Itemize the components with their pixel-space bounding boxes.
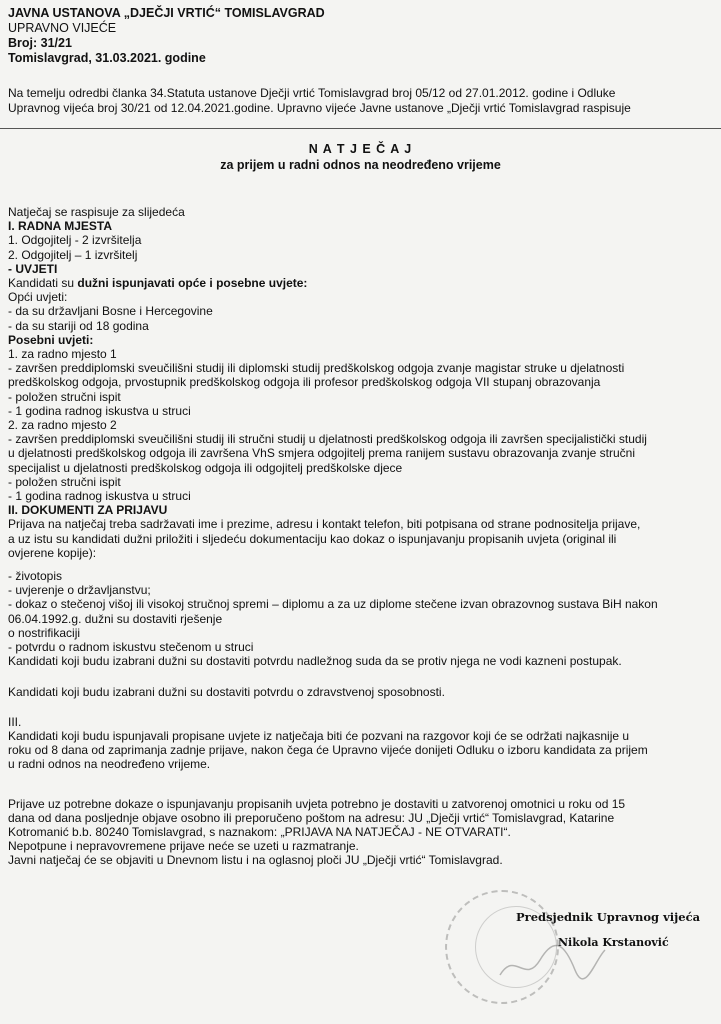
body-line: specijalist u djelatnosti predškolskog odgoja ili odgojitelj predškolske djece (8, 460, 403, 475)
body-line: Prijave uz potrebne dokaze o ispunjavanju propisanih uvjeta potrebno je dostaviti u zatvorenoj omotnici u roku od 15 (8, 796, 626, 811)
intro-paragraph (8, 86, 714, 116)
body-line: Natječaj se raspisuje za slijedeća (8, 205, 185, 219)
place-date: Tomislavgrad, 31.03.2021. godine (8, 51, 206, 65)
body-line (8, 276, 714, 290)
body-line: a uz istu su kandidati dužni priložiti i sljedeću dokumentaciju kao dokaz o ispunjavanju propisanih uvjeta (original ili (8, 531, 617, 546)
body-line: Javni natječaj će se objaviti u Dnevnom listu i na oglasnoj ploči JU „Dječji vrtić“ Tomislavgrad. (8, 853, 503, 868)
body-line: Kandidati koji budu ispunjavali propisane uvjete iz natječaja biti će pozvani na razgovor koji će se održati najkasnije u (8, 728, 630, 743)
body-line: - završen preddiplomski sveučilišni studij ili stručni studij u djelatnosti predškolskog odgoja ili završen specijalistički studij (8, 432, 647, 447)
document-body (8, 205, 714, 868)
section-heading: II. DOKUMENTI ZA PRIJAVU (8, 503, 168, 518)
body-line: Prijava na natječaj treba sadržavati ime i prezime, adresu i kontakt telefon, biti potpisana od strane podnositelja prijave, (8, 517, 641, 532)
subheading: Opći uvjeti: (8, 290, 68, 305)
spacer (8, 699, 714, 715)
list-item: - 1 godina radnog iskustva u struci (8, 403, 191, 418)
body-line: roku od 8 dana od zaprimanja zadnje prijave, nakon čega će Upravno vijeće donijeti Odluku o izboru kandidata za prijem (8, 743, 648, 758)
body-line: Kotromanić b.b. 80240 Tomislavgrad, s naznakom: „PRIJAVA NA NATJEČAJ - NE OTVARATI“. (8, 824, 511, 839)
body-text-bold: dužni ispunjavati opće i posebne uvjete: (77, 276, 308, 291)
list-item: 1. za radno mjesto 1 (8, 347, 117, 362)
signatory-title: Predsjednik Upravnog vijeća (516, 910, 701, 924)
section-heading: I. RADNA MJESTA (8, 219, 113, 234)
spacer (8, 772, 714, 788)
body-line: Nepotpune i nepravovremene prijave neće se uzeti u razmatranje. (8, 839, 359, 854)
list-item: 1. Odgojitelj - 2 izvršitelja (8, 233, 142, 248)
body-line: o nostrifikaciji (8, 625, 81, 640)
list-item: 2. Odgojitelj – 1 izvršitelj (8, 247, 138, 262)
body-text: Kandidati su (8, 276, 78, 291)
subheading: Posebni uvjeti: (8, 332, 94, 347)
body-line: - završen preddiplomski sveučilišni studij ili diplomski studij predškolskog odgoja zvanje magistar struke u djelatnosti (8, 361, 625, 376)
list-item: - položen stručni ispit (8, 474, 121, 489)
body-line: Kandidati koji budu izabrani dužni su dostaviti potvrdu nadležnog suda da se protiv njega ne vodi kazneni postupak. (8, 654, 622, 669)
body-line: 06.04.1992.g. dužni su dostaviti rješenje (8, 611, 223, 626)
document-subtitle: za prijem u radni odnos na neodređeno vrijeme (220, 158, 501, 172)
body-line: u djelatnosti predškolskog odgoja ili završena VhS smjera odgojitelj prema ranijem sustavu obrazovanja zvanje stručni (8, 446, 635, 461)
intro-line: Na temelju odredbi članka 34.Statuta ustanove Dječji vrtić Tomislavgrad broj 05/12 od 27.01.2012. godine i Odluke (8, 86, 616, 100)
body-line: dana od dana posljednje objave osobno ili preporučeno poštom na adresu: JU „Dječji vrtić“ Tomislavgrad, Katarine (8, 810, 615, 825)
list-item: - životopis (8, 569, 63, 584)
signatory-name: Nikola Krstanović (558, 936, 669, 949)
council-name: UPRAVNO VIJEĆE (8, 21, 117, 35)
institution-name: JAVNA USTANOVA „DJEČJI VRTIĆ“ TOMISLAVGRAD (8, 6, 325, 20)
spacer (8, 788, 714, 797)
body-line: - dokaz o stečenoj višoj ili visokoj stručnoj spremi – diplomu a za uz diplome stečene izvan obrazovnog sustava BiH nakon (8, 597, 658, 612)
section-heading: - UVJETI (8, 261, 58, 276)
section-heading: III. (8, 714, 22, 729)
list-item: - uvjerenje o državljanstvu; (8, 583, 151, 598)
divider-line (0, 128, 721, 129)
signature-block (430, 890, 710, 1010)
document-title: N A T J E Č A J (308, 142, 413, 156)
list-item: - da su stariji od 18 godina (8, 318, 149, 333)
body-line: Kandidati koji budu izabrani dužni su dostaviti potvrdu o zdravstvenoj sposobnosti. (8, 684, 445, 699)
spacer (8, 560, 714, 569)
list-item: - potvrdu o radnom iskustvu stečenom u struci (8, 640, 254, 655)
list-item: - da su državljani Bosne i Hercegovine (8, 304, 213, 319)
body-line: predškolskog odgoja, prvostupnik predškolskog odgoja ili profesor predškolskog odgoja VII stupanj obrazovanja (8, 375, 601, 390)
document-header (8, 6, 325, 66)
list-item: - položen stručni ispit (8, 389, 121, 404)
spacer (8, 669, 714, 685)
intro-line: Upravnog vijeća broj 30/21 od 12.04.2021.godine. Upravno vijeće Javne ustanove „Dječji vrtić Tomislavgrad raspisuje (8, 101, 631, 115)
list-item: 2. za radno mjesto 2 (8, 418, 117, 433)
reference-number: Broj: 31/21 (8, 36, 72, 50)
body-line: ovjerene kopije): (8, 545, 97, 560)
body-line: u radni odnos na neodređeno vrijeme. (8, 757, 211, 772)
list-item: - 1 godina radnog iskustva u struci (8, 489, 191, 504)
